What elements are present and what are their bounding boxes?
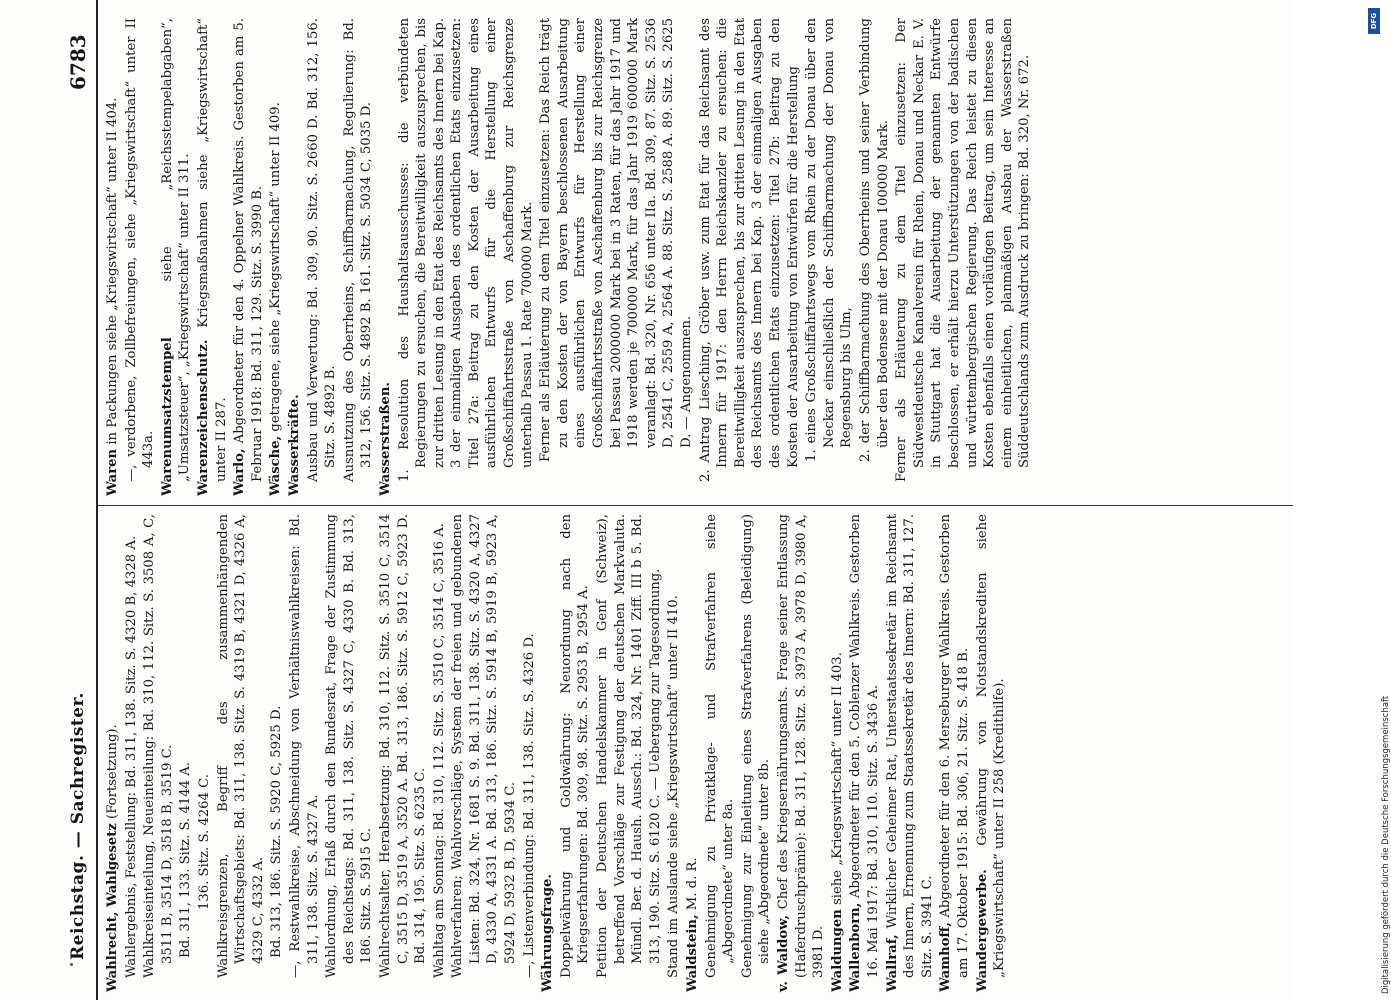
- index-entry: [558, 514, 593, 992]
- index-entry: [287, 514, 322, 992]
- index-entry: [937, 514, 972, 992]
- entry-text: Wahltag am Sonntag: Bd. 310, 112. Sitz. S. 3510 C, 3514 C, 3516 A.: [431, 523, 447, 978]
- index-entry: [323, 514, 376, 992]
- entry-keyword: Wasserstraßen.: [377, 382, 393, 496]
- index-entry: [974, 514, 1009, 992]
- entry-keyword: Wäsche,: [268, 435, 284, 496]
- index-entry: [893, 18, 1034, 496]
- entry-text: Abgeordneter für den 5. Coblenzer Wahlkreis. Gestorben 16. Mai 1917: Bd. 310, 110. Sitz. S. 3436 A.: [848, 514, 881, 978]
- entry-text: Doppelwährung und Goldwährung: Neuordnung nach den Kriegserfahrungen: Bd. 309, 98. Sitz. S. 2953 B, 2954 A.: [558, 514, 592, 978]
- index-entry: [267, 18, 285, 496]
- entry-text: Stand im Auslande siehe „Kriegswirtschaft“ unter II 410.: [666, 595, 682, 978]
- running-head: Reichstag. — Sachregister.: [68, 692, 88, 960]
- entry-text: 1. eines Großschiffahrtswegs vom Rhein zu der Donau über den Neckar einschließlich der Schiffbarmachung der Donau von Regensburg bis Ulm,: [804, 18, 855, 462]
- entry-text: 1. Resolution des Haushaltsausschusses: die verbündeten Regierungen zu ersuchen, die Bereitwilligkeit auszusprechen, bis zur dritten Lesung in den Etat des Reichsamts des Innern bei Kap. 3 der einmaligen Ausgaben des ordentlichen Etats einzusetzen: Titel 27a: Beitrag zu den Kosten der Ausarbeitung eines ausführlichen Entwurfs für die Herstellung einer Großschiffahrtsstraße von Aschaffenburg zur Reichsgrenze unterhalb Passau 1. Rate 700000 Mark.: [396, 18, 535, 482]
- entry-text: Wahlkreiseinteilung, Neueinteilung: Bd. 310, 112. Sitz. S. 3508 A, C, 3511 B, 3514 D, 3518 B, 3519 C.: [142, 514, 175, 978]
- index-entry: [215, 514, 268, 992]
- entry-text: —, verdorbene, Zollbefreiungen, siehe „Kriegswirtschaft“ unter II 443a.: [123, 18, 157, 482]
- entry-text: Abgeordneter für den 6. Merseburger Wahlkreis. Gestorben am 17. Oktober 1915: Bd. 306, 21. Sitz. S. 418 B.: [938, 514, 971, 978]
- dfg-logo: DFG: [1368, 8, 1380, 34]
- entry-keyword: Wandergewerbe.: [974, 869, 990, 992]
- index-entry: [396, 18, 537, 496]
- entry-text: —, Restwahlkreise, Abschneidung von Verhältniswahlkreisen: Bd. 311, 138. Sitz. S. 4327 A.: [287, 514, 321, 978]
- index-entry: [703, 514, 738, 992]
- index-entry: [431, 514, 449, 992]
- index-entry: [104, 514, 122, 992]
- index-entry: [305, 18, 340, 496]
- index-entry: [377, 18, 395, 496]
- entry-text: Bd. 311, 133. Sitz. S. 4144 A.: [178, 762, 194, 958]
- entry-text: 2. der Schiffbarmachung des Oberrheins und seiner Verbindung über den Bodensee mit der Donau 100000 Mark.: [857, 18, 891, 462]
- entry-keyword: Wallraf,: [884, 934, 900, 992]
- entry-text: Abgeordneter für den 4. Oppelner Wahlkreis. Gestorben am 5. Februar 1918: Bd. 311, 129. Sitz. S. 3990 B.: [232, 18, 265, 482]
- entry-text: 136. Sitz. S. 4264 C.: [196, 774, 212, 910]
- entry-keyword: Wasserkräfte.: [286, 394, 302, 496]
- index-entry: [159, 18, 194, 496]
- entry-keyword: Wahlrecht, Wahlgesetz: [105, 823, 120, 992]
- page-number: 6783: [66, 34, 90, 90]
- index-entry: [177, 514, 195, 992]
- entry-text: siehe „Reichsstempelabgaben“, „Umsatzsteuer“, „Kriegswirtschaft“ unter II 311.: [159, 18, 193, 482]
- index-entry: [123, 514, 141, 992]
- index-entry: [286, 18, 304, 496]
- entry-text: Ausbau und Verwertung: Bd. 309, 90. Sitz. S. 2660 D. Bd. 312, 156. Sitz. S. 4892 B.: [305, 18, 339, 482]
- index-entry: [341, 18, 376, 496]
- entry-keyword: Warlo,: [232, 448, 248, 496]
- entry-text: —, Listenverbindung: Bd. 311, 138. Sitz. S. 4326 D.: [521, 633, 537, 978]
- left-column: [104, 514, 1284, 992]
- index-entry: [857, 18, 892, 496]
- index-entry: [884, 514, 937, 992]
- entry-keyword: Waren: [105, 448, 120, 496]
- index-entry: [847, 514, 882, 992]
- entry-text: Ausnutzung des Oberrheins, Schiffbarmachung, Regulierung: Bd. 312, 156. Sitz. S. 4892 B. 161. Sitz. S. 5034 C, 5035 D.: [341, 18, 375, 482]
- entry-keyword: Währungsfrage.: [540, 874, 556, 992]
- entry-text: Ferner als Erläuterung zu dem Titel einzusetzen: Das Reich trägt zu den Kosten der von Bayern beschlossenen Ausarbeitung eines ausführlichen Entwurfs für Herstellung einer Großschiffahrtsstraße von Aschaffenburg bis zur Reichsgrenze bei Passau 2000000 Mark bei in 3 Raten, für das Jahr 1917 und 1918 werden je 700000 Mark, für das Jahr 1919 600000 Mark veranlagt: Bd. 320, Nr. 656 unter IIa. Bd. 309, 87. Sitz. S. 2536 D, 2541 C, 2559 A, 2564 A. 88. Sitz. S. 2588 A. 89. Sitz. S. 2625 D. — Angenommen.: [538, 18, 694, 462]
- index-entry: [539, 514, 557, 992]
- index-entry: [123, 18, 158, 496]
- entry-text: getragene, siehe „Kriegswirtschaft“ unter II 409.: [268, 102, 284, 436]
- index-entry: [268, 514, 286, 992]
- index-entry: [775, 514, 828, 992]
- entry-keyword: Waldstein,: [685, 914, 700, 992]
- entry-text: Wahlordnung, Erlaß durch den Bundesrat, Frage der Zustimmung des Reichstags: Bd. 311, 138. Sitz. S. 4327 C, 4330 B. Bd. 313, 186. Sitz. S. 5915 C.: [324, 514, 375, 978]
- entry-text: Wahlrechtsalter, Herabsetzung: Bd. 310, 112. Sitz. S. 3510 C, 3514 C, 3515 D, 3519 A, 3520 A. Bd. 313, 186. Sitz. S. 5912 C, 5923 D. Bd. 314, 195. Sitz. S. 6235 C.: [377, 514, 429, 978]
- index-entry: [104, 18, 122, 496]
- entry-text: Wahlergebnis, Feststellung: Bd. 311, 138. Sitz. S. 4320 B, 4328 A.: [123, 535, 139, 978]
- entry-text: Wahlkreisgrenzen, Begriff des zusammenhängenden Wirtschaftsgebiets: Bd. 311, 138. Sitz. S. 4319 B, 4321 D, 4326 A, 4329 C, 4332 A.: [215, 514, 266, 978]
- entry-keyword: Wamhoff,: [938, 922, 954, 992]
- index-entry: [141, 514, 176, 992]
- index-entry: [377, 514, 430, 992]
- column-divider: [98, 505, 1293, 506]
- entry-text: 2. Antrag Liesching, Gröber usw. zum Etat für das Reichsamt des Innern für 1917: den Herrn Reichskanzler zu ersuchen: die Bereitwilligkeit auszusprechen, bis zur dritten Lesung in den Etat des Reichsamts des Innern bei Kap. 3 der einmaligen Ausgaben des ordentlichen Etats einzusetzen: Titel 27b: Beitrag zu den Kosten der Ausarbeitung von Entwürfen für die Herstellung: [697, 18, 801, 482]
- right-column: [104, 18, 1284, 496]
- index-entry: [195, 18, 230, 496]
- entry-text: Chef des Kriegsernährungsamts. Frage seiner Entlassung (Haferdruschprämie): Bd. 311, 128. Sitz. S. 3973 A, 3978 D, 3980 A, 3981 D.: [775, 514, 827, 978]
- digitization-credit: Digitalisierung gefördert durch die Deutsche Forschungsgemeinschaft: [1381, 695, 1391, 994]
- entry-text: in Packungen siehe „Kriegswirtschaft“ unter II 404.: [105, 97, 120, 449]
- entry-keyword: Wallenborn,: [848, 902, 864, 992]
- entry-keyword: v. Waldow,: [775, 914, 791, 992]
- entry-text: Gewährung von Notstandskrediten siehe „Kriegswirtschaft“ unter II 258 (Kredithilfe).: [974, 514, 1008, 978]
- index-entry: [684, 514, 702, 992]
- entry-text: Wahlverfahren; Wahlvorschläge, System der freien und gebundenen Listen: Bd. 324, Nr. 1681 S. 9. Bd. 311, 138. Sitz. S. 4320 A, 4327 D, 4330 A, 4331 A. Bd. 313, 186. Sitz. S. 5914 B, 5919 B, 5923 A, 5924 D, 5932 B, D, 5934 C.: [450, 514, 519, 978]
- index-entry: [803, 18, 856, 496]
- entry-keyword: Waldungen: [829, 909, 845, 992]
- entry-text: Wirklicher Geheimer Rat, Unterstaatssekretär im Reichsamt des Innern, Ernennung zum Staatssekretär des Innern: Bd. 311, 127. Sitz. S. 3941 C.: [884, 514, 935, 978]
- index-entry: [196, 514, 214, 992]
- index-entry: [594, 514, 664, 992]
- page-header: [60, 0, 100, 1000]
- index-entry: [665, 514, 683, 992]
- entry-keyword: Warenumsatzstempel: [159, 337, 175, 496]
- entry-text: Petition der Deutschen Handelskammer in Genf (Schweiz), betreffend Vorschläge zur Festigung der deutschen Markvaluta. Mündl. Ber. d. Haush. Aussch.: Bd. 324, Nr. 1401 Ziff. III b 5. Bd. 313, 190. Sitz. S. 6120 C. — Uebergang zur Tagesordnung.: [595, 514, 663, 978]
- entry-keyword: Warenzeichenschutz.: [195, 339, 211, 496]
- index-entry: [829, 514, 847, 992]
- index-entry: [697, 18, 803, 496]
- entry-text: Genehmigung zur Einleitung eines Strafverfahrens (Beleidigung) siehe „Abgeordnete“ unter 8b.: [739, 514, 773, 978]
- index-entry: [739, 514, 774, 992]
- index-entry: [449, 514, 519, 992]
- entry-text: Genehmigung zu Privatklage- und Strafverfahren siehe „Abgeordnete“ unter 8a.: [703, 514, 737, 978]
- entry-text: (Fortsetzung).: [105, 724, 120, 824]
- index-entry: [231, 18, 266, 496]
- entry-text: Ferner als Erläuterung zu dem Titel einzusetzen: Der Südwestdeutsche Kanalverein für Rhein, Donau und Neckar E. V. in Stuttgart hat die Ausarbeitung der genannten Entwürfe beschlossen, er erhält hierzu Unterstützungen von der badischen und württembergischen Regierung. Das Reich leistet zu diesen Kosten ebenfalls einen vorläufigen Beitrag, um sein Interesse an einem einheitlichen, planmäßigen Ausbau der Wasserstraßen Süddeutschlands zum Ausdruck zu bringen: Bd. 320, Nr. 672.: [894, 18, 1033, 482]
- entry-text: M. d. R.: [685, 857, 700, 915]
- entry-text: Bd. 313, 186. Sitz. S. 5920 C, 5925 D.: [269, 705, 285, 958]
- entry-text: siehe „Kriegswirtschaft“ unter II 403.: [829, 652, 845, 910]
- entry-text: Kriegsmaßnahmen siehe „Kriegswirtschaft“ unter II 287.: [195, 18, 229, 482]
- index-entry: [537, 18, 695, 496]
- header-rule: [96, 0, 98, 1000]
- index-entry: [521, 514, 539, 992]
